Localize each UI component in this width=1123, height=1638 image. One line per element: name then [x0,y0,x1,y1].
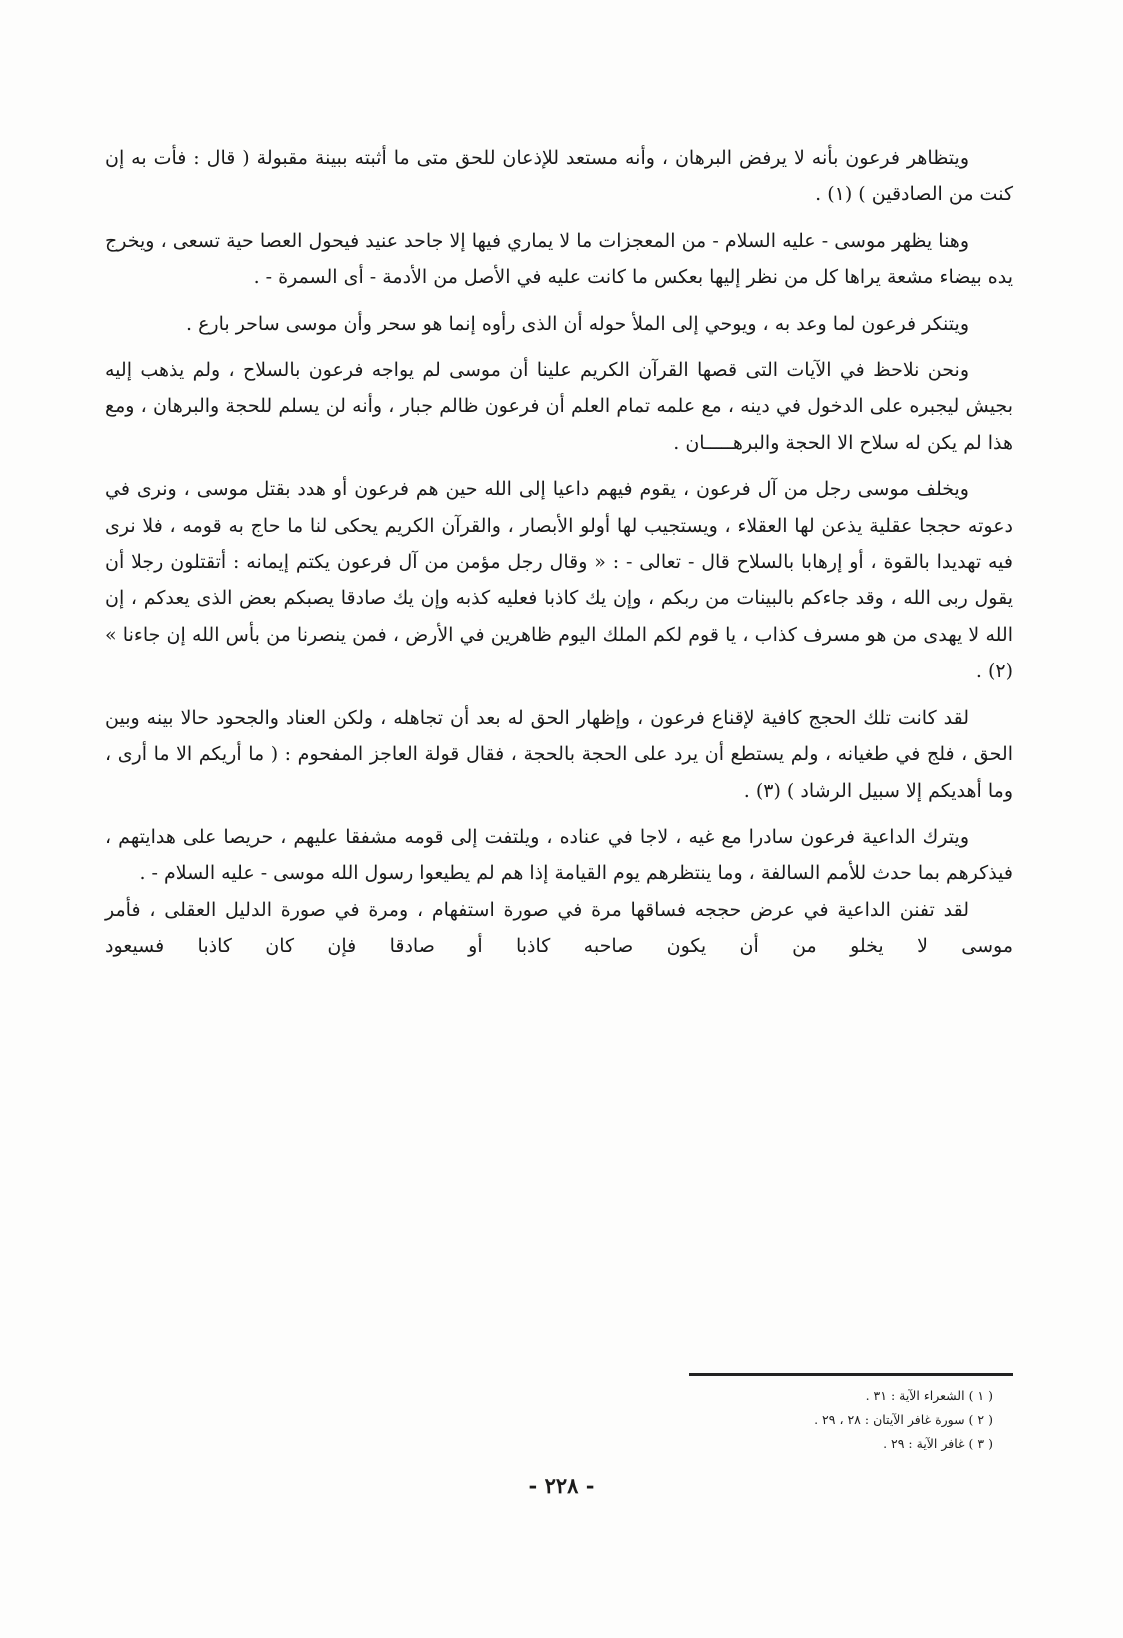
paragraph-6: لقد كانت تلك الحجج كافية لإقناع فرعون ، وإظهار الحق له بعد أن تجاهله ، ولكن العناد والجحود حالا بينه وبين الحق ، فلج في طغيانه ، ولم يستطع أن يرد على الحجة بالحجة ، فقال قولة العاجز المفحوم : ( ما أريكم الا ما أرى ، وما أهديكم إلا سبيل الرشاد ) (٣) . [105,706,1013,802]
footnote-divider [689,1373,1013,1376]
paragraph-8: لقد تفنن الداعية في عرض حججه فساقها مرة في صورة استفهام ، ومرة في صورة الدليل العقلى ، فأمر موسى لا يخلو من أن يكون صاحبه كاذبا أو صادقا فإن كان كاذبا فسيعود [105,898,1013,958]
footnote-1: ( ١ ) الشعراء الآية : ٣١ . [865,1388,993,1403]
footnote-2: ( ٢ ) سورة غافر الآيتان : ٢٨ ، ٢٩ . [814,1412,993,1427]
footnotes [560,1384,993,1456]
paragraph-1: ويتظاهر فرعون بأنه لا يرفض البرهان ، وأنه مستعد للإذعان للحق متى ما أثبته ببينة مقبولة ( قال : فأت به إن كنت من الصادقين ) (١) . [105,147,1013,206]
body-text [105,140,1013,965]
paragraph-5: ويخلف موسى رجل من آل فرعون ، يقوم فيهم داعيا إلى الله حين هم فرعون أو هدد بقتل موسى ، ونرى في دعوته حججا عقلية يذعن لها العقلاء ، ويستجيب لها أولو الأبصار ، والقرآن الكريم يحكى لنا ما حاج به قومه ، فلا نرى فيه تهديدا بالقوة ، أو إرهابا بالسلاح قال - تعالى - : « وقال رجل مؤمن من آل فرعون يكتم إيمانه : أتقتلون رجلا أن يقول ربى الله ، وقد جاءكم بالبينات من ربكم ، وإن يك كاذبا فعليه كذبه وإن يك صادقا يصبكم بعض الذى يعدكم ، إن الله لا يهدى من هو مسرف كذاب ، يا قوم لكم الملك اليوم ظاهرين في الأرض ، فمن ينصرنا من بأس الله إن جاءنا » (٢) . [105,478,1013,683]
paragraph-3: ويتنكر فرعون لما وعد به ، ويوحي إلى الملأ حوله أن الذى رأوه إنما هو سحر وأن موسى ساحر بارع . [185,312,969,335]
footnote-3: ( ٣ ) غافر الآية : ٢٩ . [883,1436,993,1451]
page-number: - ٢٢٨ - [528,1473,595,1498]
paragraph-4: ونحن نلاحظ في الآيات التى قصها القرآن الكريم علينا أن موسى لم يواجه فرعون بالسلاح ، ولم يذهب إليه بجيش ليجبره على الدخول في دينه ، مع علمه تمام العلم أن فرعون ظالم جبار ، وأنه لن يسلم للحجة والبرهان ، ومع هذا لم يكن له سلاح الا الحجة والبرهـــــان . [105,359,1013,454]
paragraph-2: وهنا يظهر موسى - عليه السلام - من المعجزات ما لا يماري فيها إلا جاحد عنيد فيحول العصا حية تسعى ، ويخرج يده بيضاء مشعة يراها كل من نظر إليها بعكس ما كانت عليه في الأصل من الأدمة - أى السمرة - . [105,229,1013,289]
paragraph-7: ويترك الداعية فرعون سادرا مع غيه ، لاجا في عناده ، ويلتفت إلى قومه مشفقا عليهم ، حريصا على هدايتهم ، فيذكرهم بما حدث للأمم السالفة ، وما ينتظرهم يوم القيامة إذا هم لم يطيعوا رسول الله موسى - عليه السلام - . [105,825,1013,885]
